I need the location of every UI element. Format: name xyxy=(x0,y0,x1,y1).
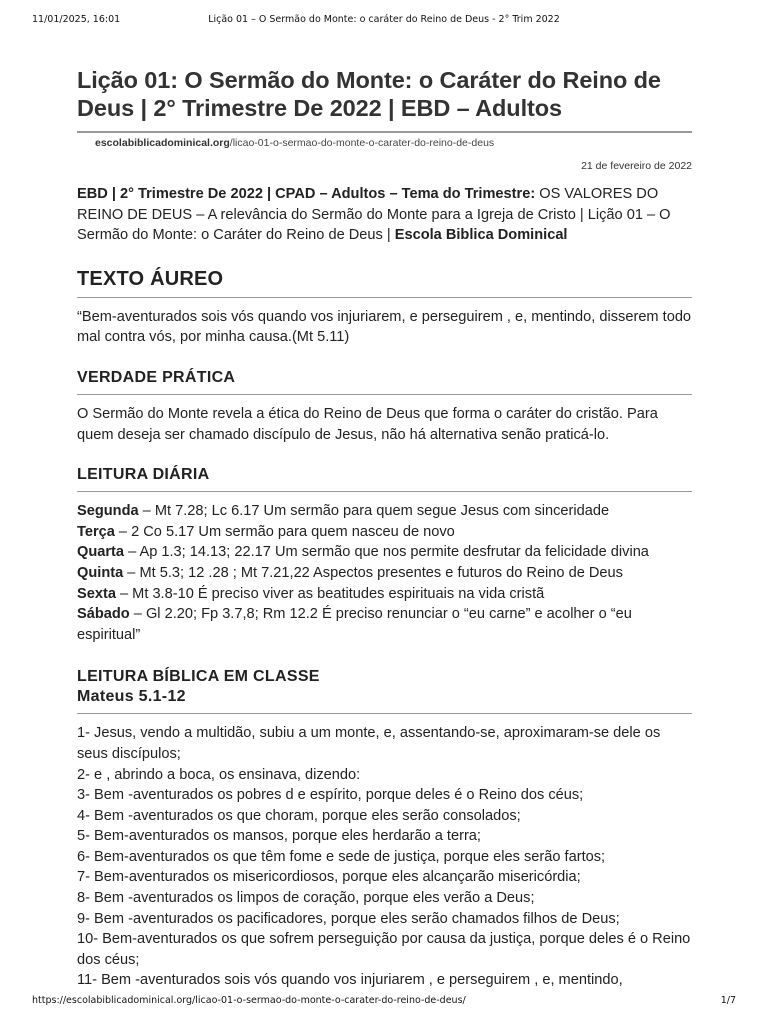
day-label: Sábado xyxy=(77,606,130,623)
print-document-title: Lição 01 – O Sermão do Monte: o caráter do Reino de Deus - 2° Trim 2022 xyxy=(208,14,560,25)
leitura-biblica-reference: Mateus 5.1-12 xyxy=(77,688,186,706)
verdade-pratica-heading: VERDADE PRÁTICA xyxy=(77,368,236,386)
section-divider xyxy=(77,491,692,492)
texto-aureo-heading: TEXTO ÁUREO xyxy=(77,267,224,290)
day-label: Quarta xyxy=(77,544,125,561)
source-path: /licao-01-o-sermao-do-monte-o-carater-do-reino-de-deus xyxy=(229,137,495,149)
section-divider xyxy=(77,297,692,298)
day-reading: – Ap 1.3; 14.13; 22.17 Um sermão que nos permite desfrutar da felicidade divina xyxy=(124,544,649,561)
list-item xyxy=(77,604,692,645)
verse: 6- Bem-aventurados os que têm fome e sede de justiça, porque eles serão fartos; xyxy=(77,848,606,865)
article-title: Lição 01: O Sermão do Monte: o Caráter do Reino de Deus | 2° Trimestre De 2022 | EBD – Adultos xyxy=(77,67,661,121)
verse: 9- Bem -aventurados os pacificadores, porque eles serão chamados filhos de Deus; xyxy=(77,910,620,927)
intro-paragraph xyxy=(77,184,692,246)
day-reading: – Mt 3.8-10 É preciso viver as beatitudes espirituais na vida cristã xyxy=(115,585,545,602)
verdade-pratica-text: O Sermão do Monte revela a ética do Reino de Deus que forma o caráter do cristão. Para quem deseja ser chamado discípulo de Jesus, não há alternativa senão praticá-lo. xyxy=(77,405,658,443)
day-reading: – 2 Co 5.17 Um sermão para quem nasceu de novo xyxy=(114,523,455,540)
day-reading: – Gl 2.20; Fp 3.7,8; Rm 12.2 É preciso renunciar o “eu carne” e acolher o “eu espiritual” xyxy=(77,606,632,643)
article-date: 21 de fevereiro de 2022 xyxy=(581,160,692,172)
leitura-biblica-heading xyxy=(77,667,692,707)
section-divider xyxy=(77,394,692,395)
verse: 4- Bem -aventurados os que choram, porque eles serão consolados; xyxy=(77,807,521,824)
article xyxy=(77,66,692,991)
page-number: 1/7 xyxy=(720,995,736,1006)
day-reading: – Mt 5.3; 12 .28 ; Mt 7.21,22 Aspectos presentes e futuros do Reino de Deus xyxy=(123,564,623,581)
intro-bold-end: Escola Biblica Dominical xyxy=(394,227,568,244)
day-label: Quinta xyxy=(77,564,124,581)
list-item xyxy=(77,501,692,522)
leitura-biblica-title: LEITURA BÍBLICA EM CLASSE xyxy=(77,668,320,686)
verse: 10- Bem-aventurados os que sofrem perseguição por causa da justiça, porque deles é o Reino dos céus; xyxy=(77,931,691,968)
day-reading: – Mt 7.28; Lc 6.17 Um sermão para quem segue Jesus com sinceridade xyxy=(138,503,610,520)
intro-text: OS VALORES DO REINO DE DEUS – A relevância do Sermão do Monte para a Igreja de Cristo | Lição 01 – O Sermão do Monte: o Caráter do Reino de Deus | xyxy=(77,186,671,244)
verse: 8- Bem -aventurados os limpos de coração, porque eles verão a Deus; xyxy=(77,890,535,907)
texto-aureo-text: “Bem-aventurados sois vós quando vos injuriarem, e perseguirem , e, mentindo, disserem todo mal contra vós, por minha causa.(Mt 5.11) xyxy=(77,308,692,346)
verse: 1- Jesus, vendo a multidão, subiu a um monte, e, assentando-se, aproximaram-se dele os seus discípulos; xyxy=(77,725,661,762)
verses-list xyxy=(77,723,692,991)
list-item xyxy=(77,522,692,543)
print-url[interactable]: https://escolabiblicadominical.org/licao-01-o-sermao-do-monte-o-carater-do-reino-de-deus/ xyxy=(32,995,466,1006)
verse: 7- Bem-aventurados os misericordiosos, porque eles alcançarão misericórdia; xyxy=(77,869,581,886)
source-link[interactable] xyxy=(95,137,692,155)
list-item xyxy=(77,584,692,605)
verse: 5- Bem-aventurados os mansos, porque eles herdarão a terra; xyxy=(77,828,481,845)
section-divider xyxy=(77,713,692,714)
verse: 11- Bem -aventurados sois vós quando vos injuriarem , e perseguirem , e, mentindo, xyxy=(77,972,623,989)
source-domain: escolabiblicadominical.org xyxy=(95,137,230,149)
leitura-diaria-list xyxy=(77,501,692,645)
day-label: Sexta xyxy=(77,585,116,602)
title-divider xyxy=(77,131,692,133)
verse: 3- Bem -aventurados os pobres d e espírito, porque deles é o Reino dos céus; xyxy=(77,787,584,804)
verse: 2- e , abrindo a boca, os ensinava, dizendo: xyxy=(77,766,361,783)
leitura-diaria-heading: LEITURA DIÁRIA xyxy=(77,466,210,484)
day-label: Segunda xyxy=(77,503,139,520)
day-label: Terça xyxy=(77,523,115,540)
intro-bold: EBD | 2° Trimestre De 2022 | CPAD – Adultos – Tema do Trimestre: xyxy=(77,186,536,202)
list-item xyxy=(77,542,692,563)
list-item xyxy=(77,563,692,584)
print-datetime: 11/01/2025, 16:01 xyxy=(32,14,121,25)
